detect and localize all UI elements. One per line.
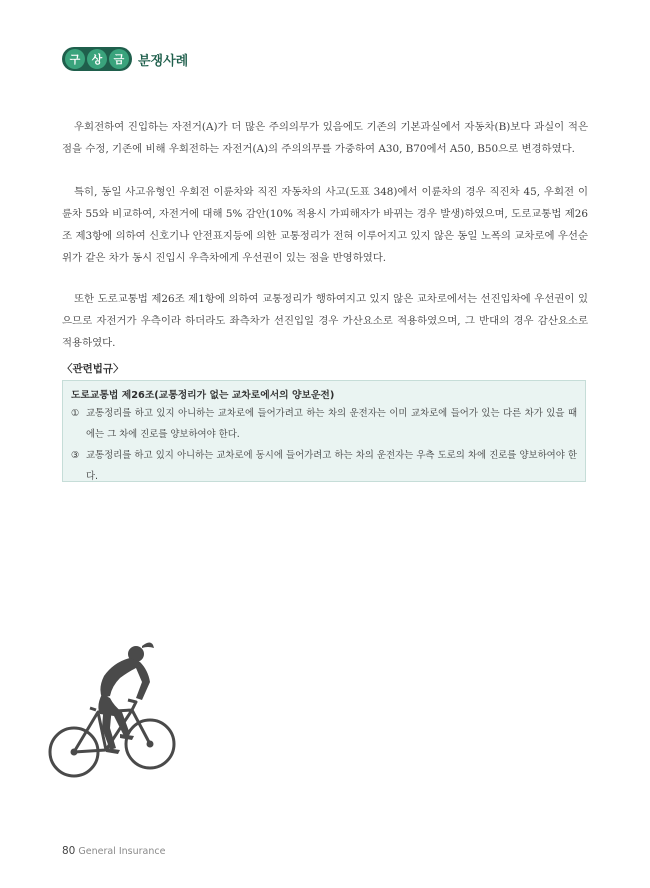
law-item-text: 교통정리를 하고 있지 아니하는 교차로에 들어가려고 하는 차의 운전자는 이미 교차로에 들어가 있는 다른 차가 있을 때에는 그 차에 진로를 양보하여야 한다.	[86, 408, 577, 440]
section-title: 분쟁사례	[138, 53, 189, 69]
law-item-3	[71, 445, 577, 487]
badge-1: 구	[65, 49, 85, 69]
badge-2: 상	[87, 49, 107, 69]
badge-group	[62, 47, 132, 71]
footer-subtitle: General Insurance	[78, 846, 166, 857]
paragraph-2: 특히, 동일 사고유형인 우회전 이륜차와 직진 자동차의 사고(도표 348)에서 이륜차의 경우 직진차 45, 우회전 이륜차 55와 비교하여, 자전거에 대해 5% 감안(10% 적용시 가피해자가 바뀌는 경우 발생)하였으며, 도로교통법 제26조 제3항에 의하여 신호기나 안전표지등에 의한 교통정리가 전혀 이루어지고 있지 않은 동일 노폭의 교차로에 우선순위가 같은 차가 동시 진입시 우측차에게 우선권이 있는 점을 반영하였다.	[62, 186, 588, 264]
law-item-text: 교통정리를 하고 있지 아니하는 교차로에 동시에 들어가려고 하는 차의 운전자는 우측 도로의 차에 진로를 양보하여야 한다.	[86, 450, 577, 482]
page-footer	[62, 845, 165, 857]
related-laws-label: 〈관련법규〉	[62, 363, 124, 375]
law-item-number: ③	[71, 450, 80, 461]
section-header	[62, 46, 188, 72]
law-box	[62, 380, 586, 482]
law-item-1	[71, 403, 577, 445]
law-item-number: ①	[71, 408, 80, 419]
law-title: 도로교통법 제26조(교통정리가 없는 교차로에서의 양보운전)	[71, 390, 335, 401]
page-number: 80	[62, 845, 76, 857]
badge-3: 금	[109, 49, 129, 69]
paragraph-3: 또한 도로교통법 제26조 제1항에 의하여 교통정리가 행하여지고 있지 않은 교차로에서는 선진입차에 우선권이 있으므로 자전거가 우측이라 하더라도 좌측차가 선진입일 경우 가산요소로 적용하였으며, 그 반대의 경우 감산요소로 적용하였다.	[62, 293, 588, 349]
paragraph-1: 우회전하여 진입하는 자전거(A)가 더 많은 주의의무가 있음에도 기존의 기본과실에서 자동차(B)보다 과실이 적은 점을 수정, 기존에 비해 우회전하는 자전거(A)의 주의의무를 가중하여 A30, B70에서 A50, B50으로 변경하였다.	[62, 121, 588, 155]
cyclist-illustration	[44, 632, 180, 782]
